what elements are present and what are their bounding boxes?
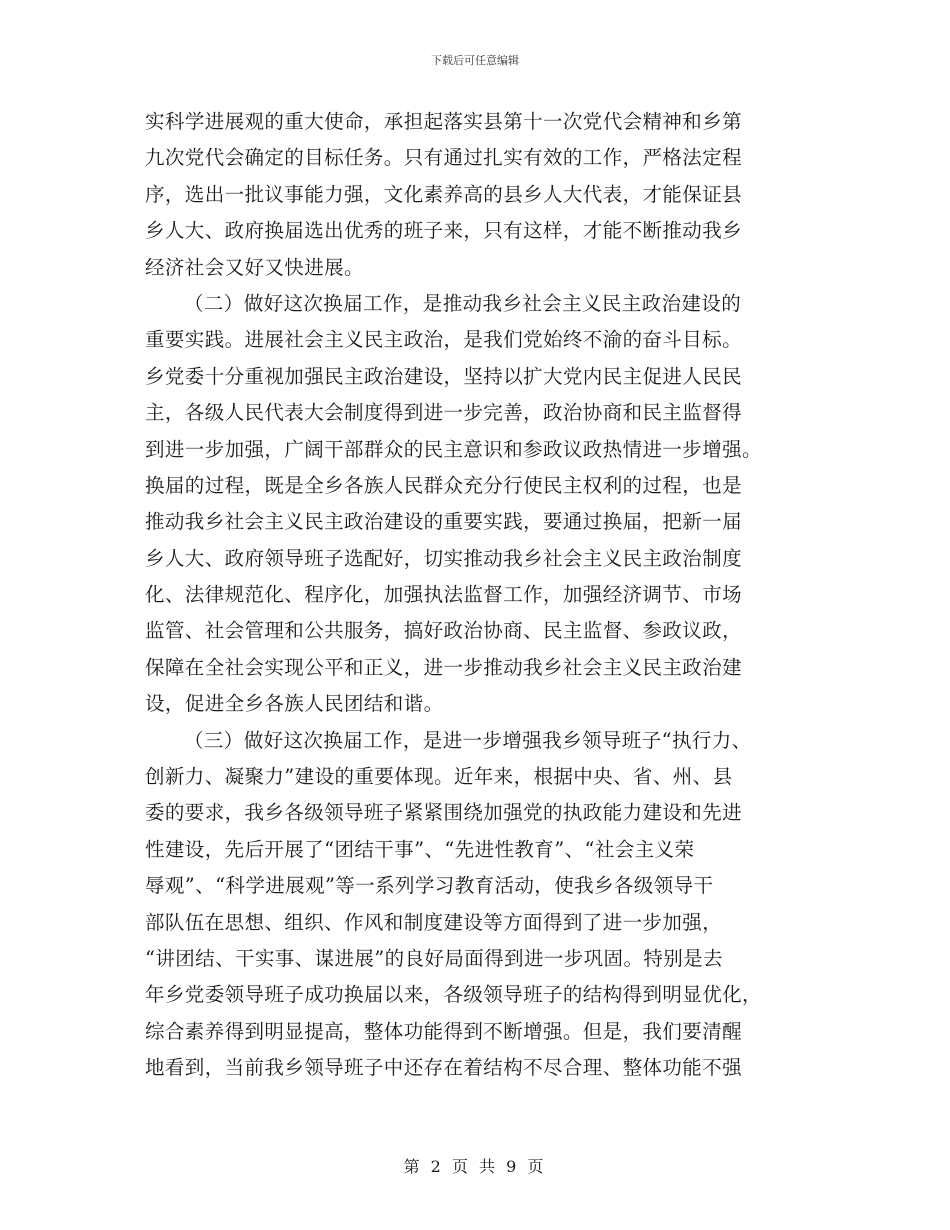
body-line: 乡人大、政府换届选出优秀的班子来，只有这样，才能不断推动我乡 <box>145 219 743 243</box>
body-line: 辱观”、“科学进展观”等一系列学习教育活动，使我乡各级领导干 <box>145 874 714 898</box>
document-body <box>145 104 810 1087</box>
body-line: 换届的过程，既是全乡各族人民群众充分行使民主权利的过程，也是 <box>145 473 743 497</box>
paragraph-start-line: （三）做好这次换届工作，是进一步增强我乡领导班子“执行力、 <box>184 728 752 752</box>
body-line: 创新力、凝聚力”建设的重要体现。近年来，根据中央、省、州、县 <box>145 765 733 789</box>
body-line: “讲团结、干实事、谋进展”的良好局面得到进一步巩固。特别是去 <box>145 946 723 970</box>
body-line: 推动我乡社会主义民主政治建设的重要实践，要通过换届，把新一届 <box>145 510 743 534</box>
body-line: 性建设，先后开展了“团结干事”、“先进性教育”、“社会主义荣 <box>145 837 695 861</box>
body-line: 序，选出一批议事能力强，文化素养高的县乡人大代表，才能保证县 <box>145 182 743 206</box>
body-line: 乡人大、政府领导班子选配好，切实推动我乡社会主义民主政治制度 <box>145 546 743 570</box>
page-label-mid: 页 共 <box>451 1157 499 1176</box>
body-line: 重要实践。进展社会主义民主政治，是我们党始终不渝的奋斗目标。 <box>145 328 743 352</box>
body-line: 保障在全社会实现公平和正义，进一步推动我乡社会主义民主政治建 <box>145 655 743 679</box>
body-line: 部队伍在思想、组织、作风和制度建设等方面得到了进一步加强， <box>145 910 723 934</box>
body-line: 经济社会又好又快进展。 <box>145 255 364 279</box>
body-line: 综合素养得到明显提高，整体功能得到不断增强。但是，我们要清醒 <box>145 1019 743 1043</box>
page-total: 9 <box>506 1157 520 1176</box>
body-line: 乡党委十分重视加强民主政治建设，坚持以扩大党内民主促进人民民 <box>145 364 743 388</box>
body-line: 委的要求，我乡各级领导班子紧紧围绕加强党的执政能力建设和先进 <box>145 801 743 825</box>
page-footer <box>0 1154 950 1177</box>
page-number: 2 <box>430 1157 444 1176</box>
page-label-suffix: 页 <box>527 1157 547 1176</box>
page-label-prefix: 第 <box>403 1157 423 1176</box>
body-line: 实科学进展观的重大使命，承担起落实县第十一次党代会精神和乡第 <box>145 110 743 133</box>
body-line: 主，各级人民代表大会制度得到进一步完善，政治协商和民主监督得 <box>145 401 743 425</box>
page-header-note: 下载后可任意编辑 <box>431 54 519 67</box>
body-line: 化、法律规范化、程序化，加强执法监督工作，加强经济调节、市场 <box>145 583 743 607</box>
body-line: 年乡党委领导班子成功换届以来，各级领导班子的结构得到明显优化， <box>145 983 762 1007</box>
body-line: 设，促进全乡各族人民团结和谐。 <box>145 692 444 716</box>
body-line: 监管、社会管理和公共服务，搞好政治协商、民主监督、参政议政， <box>145 619 743 643</box>
body-line: 到进一步加强，广阔干部群众的民主意识和参政议政热情进一步增强。 <box>145 437 762 461</box>
body-line: 地看到，当前我乡领导班子中还存在着结构不尽合理、整体功能不强 <box>145 1056 743 1080</box>
paragraph-start-line: （二）做好这次换届工作，是推动我乡社会主义民主政治建设的 <box>184 291 742 315</box>
body-line: 九次党代会确定的目标任务。只有通过扎实有效的工作，严格法定程 <box>145 146 743 170</box>
